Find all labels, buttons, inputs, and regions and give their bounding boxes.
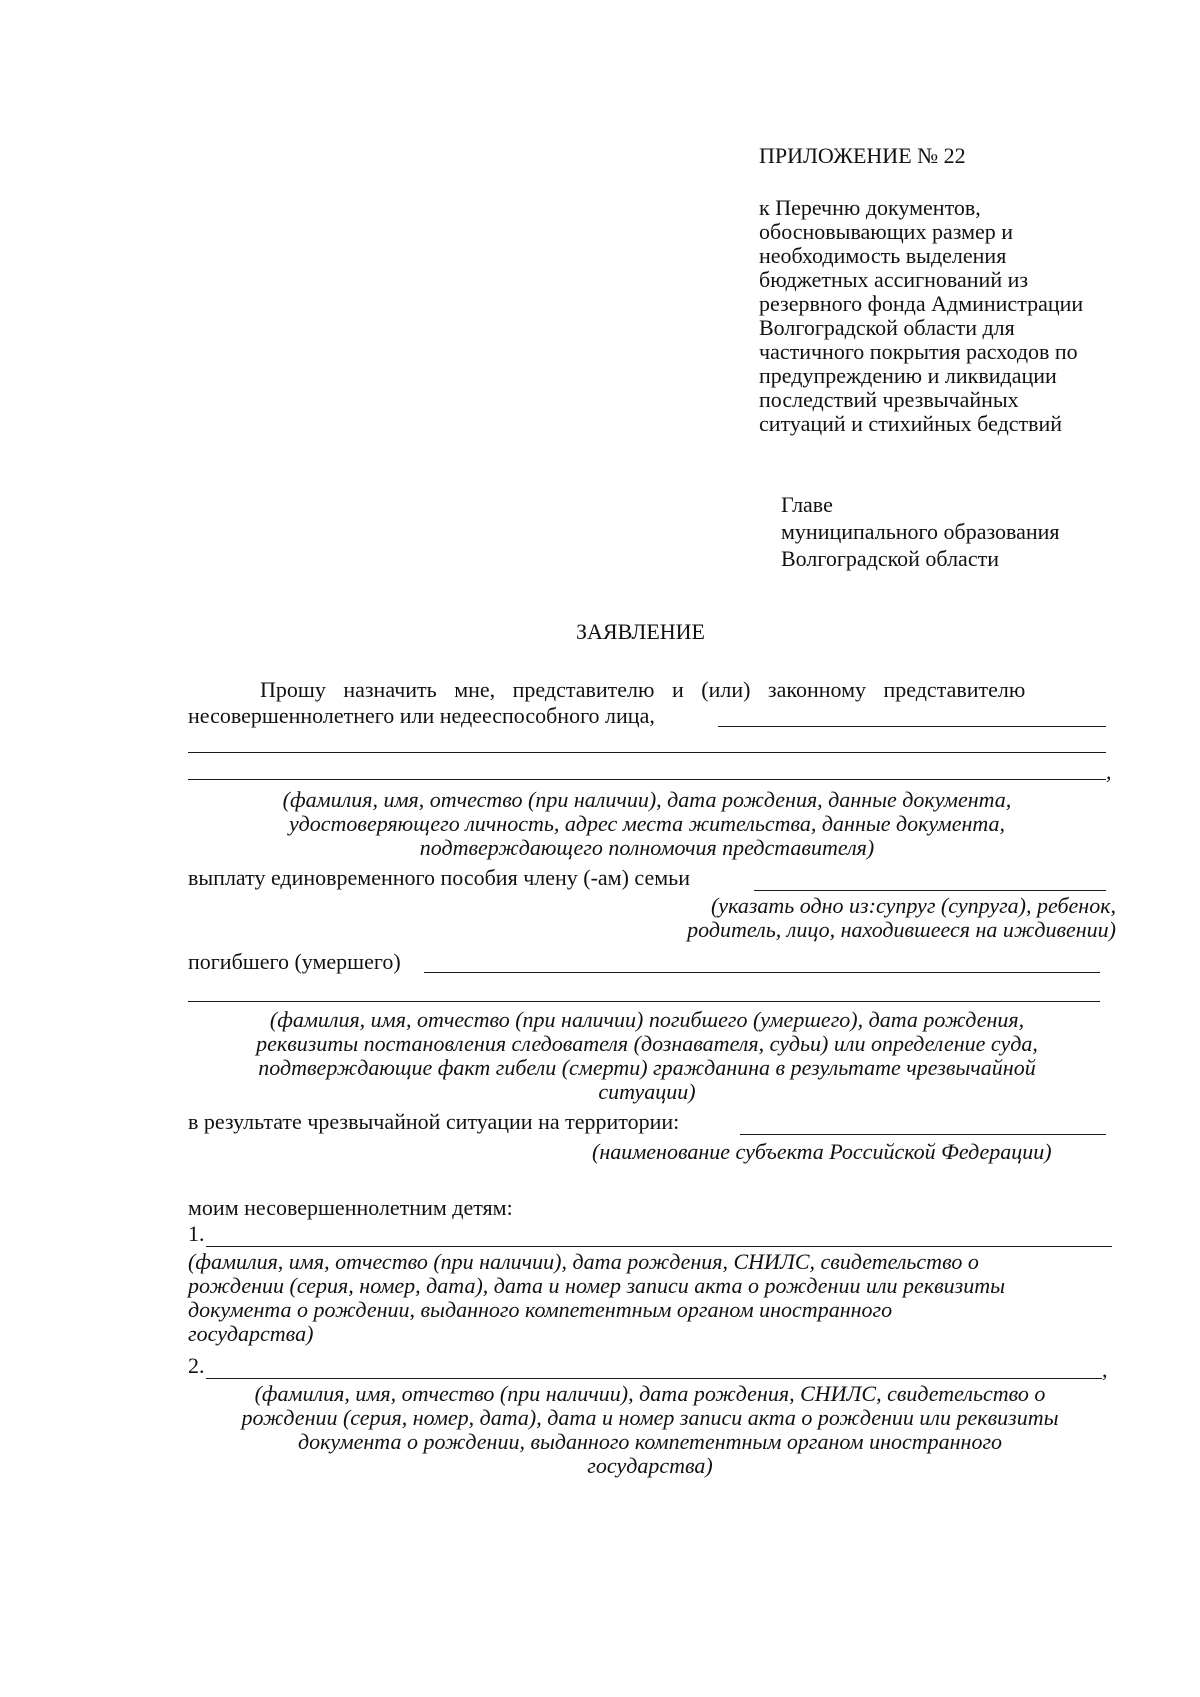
children-label: моим несовершеннолетним детям: [188,1195,513,1220]
deceased-hint [188,1008,1106,1104]
appendix-line: бюджетных ассигнований из [759,267,1029,292]
addressee-line: муниципального образования [781,519,1060,544]
appendix-line: предупреждению и ликвидации [759,363,1057,388]
hint-line: реквизиты постановления следователя (дознавателя, судьи) или определение суда, [256,1031,1038,1056]
appendix-line: необходимость выделения [759,243,1007,268]
addressee-line: Главе [781,492,833,517]
deceased-blank-2[interactable] [188,1001,1100,1002]
appendix-title: ПРИЛОЖЕНИЕ № 22 [759,143,966,168]
hint-line: подтверждающего полномочия представителя) [419,835,875,860]
appendix-line: резервного фонда Администрации [759,291,1084,316]
appendix-line: последствий чрезвычайных [759,387,1019,412]
deceased-label: погибшего (умершего) [188,949,401,974]
appendix-line: к Перечню документов, [759,195,981,220]
child-1-hint [188,1250,1005,1346]
hint-line: (фамилия, имя, отчество (при наличии), дата рождения, СНИЛС, свидетельство о [188,1249,979,1274]
territory-line: в результате чрезвычайной ситуации на территории: [188,1109,680,1134]
hint-line: подтверждающие факт гибели (смерти) гражданина в результате чрезвычайной [258,1055,1036,1080]
hint-line: документа о рождении, выданного компетентным органом иностранного [188,1297,893,1322]
child-1-blank[interactable] [206,1246,1112,1247]
child-1-number: 1. [188,1221,205,1246]
addressee-line: Волгоградской области [781,546,999,571]
document-title: ЗАЯВЛЕНИЕ [576,619,705,644]
deceased-blank-1[interactable] [424,972,1100,973]
appendix-line: обосновывающих размер и [759,219,1014,244]
child-2-blank[interactable] [206,1378,1102,1379]
hint-line: рождении (серия, номер, дата), дата и номер записи акта о рождении или реквизиты [188,1273,1006,1298]
hint-line: документа о рождении, выданного компетентным органом иностранного [297,1429,1003,1454]
applicant-comma: , [1106,759,1112,784]
child-2-hint [180,1382,1120,1478]
hint-line: удостоверяющего личность, адрес места жительства, данные документа, [288,811,1006,836]
territory-blank[interactable] [740,1134,1106,1135]
hint-line: государства) [188,1321,314,1346]
appendix-line: Волгоградской области для [759,315,1015,340]
hint-line: ситуации) [598,1079,696,1104]
appendix-line: частичного покрытия расходов по [759,339,1078,364]
intro-line-1: Прошу назначить мне, представителю и (или) законному представителю [260,677,1026,702]
payment-line: выплату единовременного пособия члену (-ам) семьи [188,865,690,890]
family-hint [560,894,1116,942]
hint-line: государства) [587,1453,713,1478]
applicant-blank-1[interactable] [718,726,1106,727]
family-member-blank[interactable] [754,890,1106,891]
hint-line: (фамилия, имя, отчество (при наличии), дата рождения, СНИЛС, свидетельство о [254,1381,1046,1406]
child-2-number: 2. [188,1353,205,1378]
addressee-block [781,491,1060,572]
hint-line: родитель, лицо, находившееся на иждивении) [687,917,1116,942]
hint-line: рождении (серия, номер, дата), дата и номер записи акта о рождении или реквизиты [241,1405,1059,1430]
hint-line: (фамилия, имя, отчество (при наличии) погибшего (умершего), дата рождения, [269,1007,1025,1032]
applicant-blank-2[interactable] [188,752,1106,753]
child-2-comma: , [1102,1357,1108,1382]
applicant-hint [188,788,1106,860]
intro-line-2: несовершеннолетнего или недееспособного лица, [188,703,655,728]
territory-hint: (наименование субъекта Российской Федерации) [592,1139,1052,1164]
appendix-line: ситуаций и стихийных бедствий [759,411,1063,436]
applicant-blank-3[interactable] [188,779,1106,780]
hint-line: (фамилия, имя, отчество (при наличии), дата рождения, данные документа, [282,787,1012,812]
hint-line: (указать одно из:супруг (супруга), ребенок, [710,893,1116,918]
appendix-reference [759,196,1083,436]
